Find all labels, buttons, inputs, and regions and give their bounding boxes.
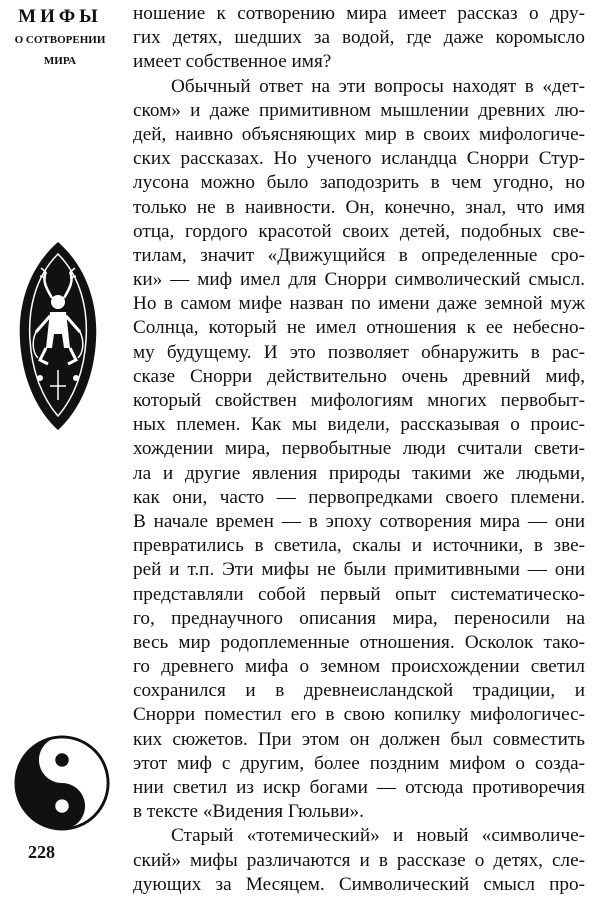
text-line: отца, гордого красотой своих детей, подобных све- [133,220,585,242]
text-line: лусона можно было заподозрить в чем угодно, но [133,172,585,194]
text-line: ском» и даже примитивном мышлении древних лю- [133,99,585,121]
text-line: Но в самом мифе назван по имени даже земной муж [133,293,585,315]
text-line: который свойствен мифологиям многих первобыт- [133,390,585,411]
text-line: рей и т.п. Эти мифы не были примитивными — они [133,559,585,581]
horned-figure-emblem-icon [16,240,100,432]
text-line: дей, наивно объясняющих мир в своих мифологиче- [133,123,585,145]
text-line: го древнего мифа о земном происхождении светил [133,656,585,678]
running-head-title: МИФЫ [18,6,102,27]
text-line: превратились в светила, скалы и источники, в зве- [133,535,585,557]
running-head-subtitle: О СОТВОРЕНИИ [14,34,106,46]
text-line: хождении мира, первобытные люди считали свети- [133,438,585,460]
running-head-subtitle-2: МИРА [43,55,77,67]
text-line: только не в наивности. Он, конечно, знал, что имя [133,196,585,218]
text-line: этот миф с другим, более поздним мифом о созда- [133,752,585,774]
running-head [10,6,110,68]
text-line: ский» мифы различаются и в рассказе о детях, сле- [133,849,585,871]
text-line: ки» — миф имел для Снорри символический смысл. [133,269,585,291]
text-line: как они, часто — первопредками своего племени. [133,486,585,508]
text-line: му будущему. И это позволяет обнаружить в рас- [133,341,585,363]
text-line: го, преднаучного описания мира, переносили на [133,607,585,629]
text-line: гих детях, шедших за водой, где даже коромысло [133,27,585,49]
body-text [133,2,585,897]
text-line: дующих за Месяцем. Символический смысл про- [133,873,585,895]
text-line: ских рассказах. Но ученого исландца Снорри Стур- [133,148,585,170]
text-line: тилам, значит «Движущийся в определенные сро- [133,244,585,266]
text-line: сохранился и в древнеисландской традиции, и [133,680,585,702]
page-number: 228 [28,842,55,862]
text-line: В начале времен — в эпоху сотворения мира — они [133,510,585,532]
text-line: в тексте «Видения Гюльви». [133,801,364,823]
text-line: Обычный ответ на эти вопросы находят в «дет- [171,75,585,97]
text-line: ных племен. Как мы видели, рассказывая о проис- [133,414,585,436]
text-line: ких сюжетов. При этом он должен был совместить [133,728,585,750]
text-line: имеет собственное имя? [133,51,332,73]
text-line: Снорри поместил его в свою копилку мифологичес- [133,704,585,726]
sidebar [0,0,122,872]
text-line: весь мир родоплеменные отношения. Осколок тако- [133,631,585,653]
text-line: Солнца, который не имел отношения к ее небесно- [133,317,585,339]
text-line: сказе Снорри действительно очень древний миф, [133,365,585,387]
text-line: нии светил из искр богами — отсюда противоречия [133,777,585,798]
text-line: Старый «тотемический» и новый «символиче- [171,825,585,847]
text-line: ла и другие явления природы такими же людьми, [133,462,585,484]
text-line: ношение к сотворению мира имеет рассказ о дру- [133,3,585,24]
yin-yang-icon [14,735,110,831]
text-line: представляли собой первый опыт систематическо- [133,583,585,605]
